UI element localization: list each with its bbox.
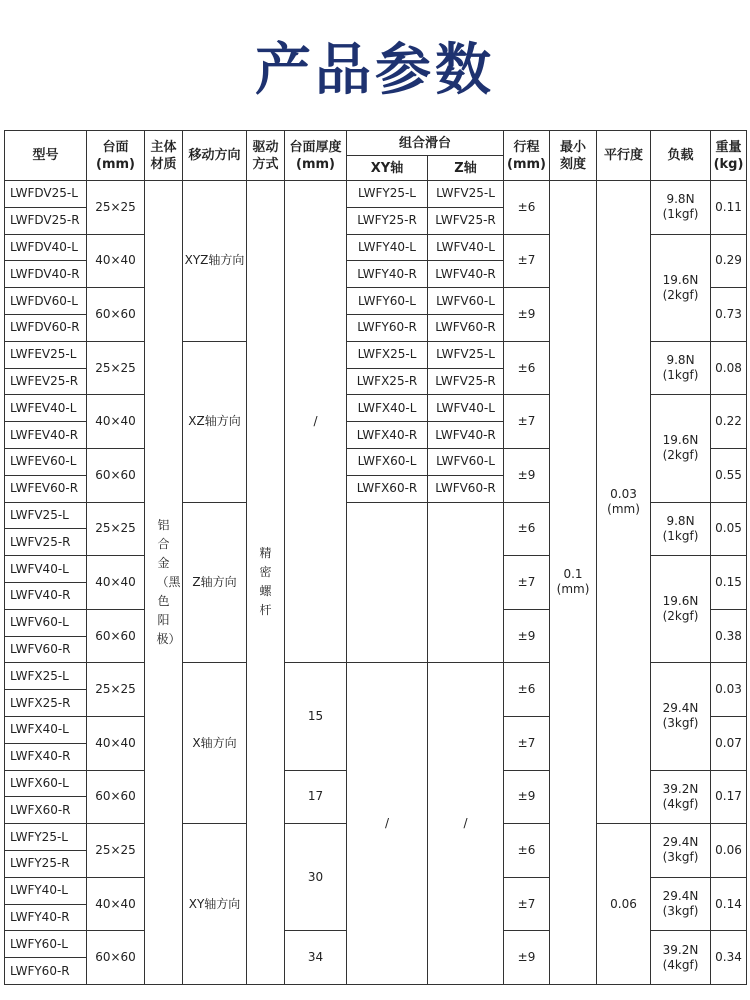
weight-cell: 0.29 <box>711 234 747 288</box>
combo-z-cell: LWFV60-L <box>428 448 504 475</box>
weight-cell: 0.06 <box>711 824 747 878</box>
model-cell: LWFDV60-R <box>5 314 87 341</box>
direction-cell: XZ轴方向 <box>183 341 247 502</box>
combo-xy-cell: LWFY60-L <box>347 288 428 315</box>
load-cell: 29.4N (3kgf) <box>651 663 711 770</box>
model-cell: LWFDV40-L <box>5 234 87 261</box>
travel-cell: ±7 <box>504 234 550 288</box>
model-cell: LWFEV25-R <box>5 368 87 395</box>
load-cell: 29.4N (3kgf) <box>651 824 711 878</box>
weight-cell: 0.11 <box>711 181 747 235</box>
load-cell: 19.6N (2kgf) <box>651 234 711 341</box>
travel-cell: ±6 <box>504 181 550 235</box>
size-cell: 60×60 <box>87 609 145 663</box>
combo-z-cell: LWFV60-R <box>428 314 504 341</box>
model-cell: LWFDV60-L <box>5 288 87 315</box>
combo-z-cell: / <box>428 663 504 985</box>
combo-z-cell <box>428 502 504 663</box>
header-z-axis: Z轴 <box>428 156 504 181</box>
combo-xy-cell: LWFY40-R <box>347 261 428 288</box>
combo-xy-cell: LWFX25-L <box>347 341 428 368</box>
header-weight: 重量 (kg) <box>711 131 747 181</box>
weight-cell: 0.17 <box>711 770 747 824</box>
load-cell: 9.8N (1kgf) <box>651 341 711 395</box>
model-cell: LWFV25-R <box>5 529 87 556</box>
size-cell: 40×40 <box>87 556 145 610</box>
min-scale-cell: 0.1 (mm) <box>550 181 597 985</box>
header-table-size: 台面 (mm) <box>87 131 145 181</box>
combo-z-cell: LWFV25-R <box>428 207 504 234</box>
direction-cell: Z轴方向 <box>183 502 247 663</box>
combo-z-cell: LWFV40-L <box>428 234 504 261</box>
model-cell: LWFDV40-R <box>5 261 87 288</box>
direction-cell: XY轴方向 <box>183 824 247 985</box>
size-cell: 25×25 <box>87 824 145 878</box>
weight-cell: 0.03 <box>711 663 747 717</box>
parallelism-cell: 0.06 <box>597 824 651 985</box>
model-cell: LWFEV40-R <box>5 422 87 449</box>
combo-z-cell: LWFV60-R <box>428 475 504 502</box>
combo-z-cell: LWFV40-L <box>428 395 504 422</box>
model-cell: LWFX40-R <box>5 743 87 770</box>
thickness-cell: 30 <box>285 824 347 931</box>
thickness-cell: / <box>285 181 347 663</box>
combo-z-cell: LWFV60-L <box>428 288 504 315</box>
page-title: 产品参数 <box>255 38 495 103</box>
model-cell: LWFDV25-R <box>5 207 87 234</box>
combo-xy-cell: LWFX60-R <box>347 475 428 502</box>
header-combo: 组合滑台 <box>347 131 504 156</box>
direction-cell: X轴方向 <box>183 663 247 824</box>
combo-xy-cell: LWFY60-R <box>347 314 428 341</box>
weight-cell: 0.22 <box>711 395 747 449</box>
travel-cell: ±9 <box>504 770 550 824</box>
combo-z-cell: LWFV25-R <box>428 368 504 395</box>
weight-cell: 0.38 <box>711 609 747 663</box>
material-cell <box>145 181 183 985</box>
weight-cell: 0.73 <box>711 288 747 342</box>
travel-cell: ±6 <box>504 502 550 556</box>
size-cell: 60×60 <box>87 770 145 824</box>
weight-cell: 0.14 <box>711 877 747 931</box>
parallelism-cell: 0.03 (mm) <box>597 181 651 824</box>
size-cell: 25×25 <box>87 663 145 717</box>
header-load: 负载 <box>651 131 711 181</box>
travel-cell: ±7 <box>504 556 550 610</box>
size-cell: 60×60 <box>87 931 145 985</box>
header-parallelism: 平行度 <box>597 131 651 181</box>
model-cell: LWFEV40-L <box>5 395 87 422</box>
travel-cell: ±7 <box>504 395 550 449</box>
model-cell: LWFV60-L <box>5 609 87 636</box>
model-cell: LWFY40-R <box>5 904 87 931</box>
load-cell: 19.6N (2kgf) <box>651 556 711 663</box>
weight-cell: 0.05 <box>711 502 747 556</box>
weight-cell: 0.07 <box>711 716 747 770</box>
load-cell: 39.2N (4kgf) <box>651 931 711 985</box>
drive-cell-text: 精密螺杆 <box>259 546 272 618</box>
load-cell: 39.2N (4kgf) <box>651 770 711 824</box>
header-material: 主体 材质 <box>145 131 183 181</box>
size-cell: 25×25 <box>87 181 145 235</box>
load-cell: 9.8N (1kgf) <box>651 502 711 556</box>
travel-cell: ±9 <box>504 448 550 502</box>
model-cell: LWFEV60-R <box>5 475 87 502</box>
combo-z-cell: LWFV40-R <box>428 422 504 449</box>
model-cell: LWFY25-R <box>5 850 87 877</box>
combo-xy-cell <box>347 502 428 663</box>
combo-xy-cell: LWFX25-R <box>347 368 428 395</box>
combo-z-cell: LWFV25-L <box>428 341 504 368</box>
travel-cell: ±7 <box>504 716 550 770</box>
thickness-cell: 34 <box>285 931 347 985</box>
model-cell: LWFV40-L <box>5 556 87 583</box>
header-thickness: 台面厚度 (mm) <box>285 131 347 181</box>
travel-cell: ±9 <box>504 931 550 985</box>
size-cell: 40×40 <box>87 395 145 449</box>
weight-cell: 0.55 <box>711 448 747 502</box>
model-cell: LWFV60-R <box>5 636 87 663</box>
header-min-scale: 最小 刻度 <box>550 131 597 181</box>
header-drive: 驱动 方式 <box>247 131 285 181</box>
weight-cell: 0.34 <box>711 931 747 985</box>
spec-table <box>4 130 747 985</box>
combo-xy-cell: / <box>347 663 428 985</box>
model-cell: LWFX60-L <box>5 770 87 797</box>
model-cell: LWFX60-R <box>5 797 87 824</box>
load-cell: 19.6N (2kgf) <box>651 395 711 502</box>
model-cell: LWFV40-R <box>5 582 87 609</box>
model-cell: LWFY60-L <box>5 931 87 958</box>
travel-cell: ±9 <box>504 609 550 663</box>
material-cell-text: 铝合金（黑色阳极） <box>156 517 181 646</box>
model-cell: LWFV25-L <box>5 502 87 529</box>
thickness-cell: 15 <box>285 663 347 770</box>
combo-xy-cell: LWFX60-L <box>347 448 428 475</box>
thickness-cell: 17 <box>285 770 347 824</box>
travel-cell: ±6 <box>504 341 550 395</box>
travel-cell: ±7 <box>504 877 550 931</box>
combo-xy-cell: LWFY25-L <box>347 181 428 208</box>
header-direction: 移动方向 <box>183 131 247 181</box>
travel-cell: ±6 <box>504 663 550 717</box>
load-cell: 9.8N (1kgf) <box>651 181 711 235</box>
combo-xy-cell: LWFY40-L <box>347 234 428 261</box>
header-model: 型号 <box>5 131 87 181</box>
drive-cell <box>247 181 285 985</box>
model-cell: LWFY60-R <box>5 958 87 985</box>
combo-z-cell: LWFV40-R <box>428 261 504 288</box>
size-cell: 25×25 <box>87 502 145 556</box>
weight-cell: 0.08 <box>711 341 747 395</box>
combo-xy-cell: LWFX40-L <box>347 395 428 422</box>
model-cell: LWFX25-L <box>5 663 87 690</box>
size-cell: 40×40 <box>87 877 145 931</box>
model-cell: LWFEV25-L <box>5 341 87 368</box>
combo-xy-cell: LWFX40-R <box>347 422 428 449</box>
model-cell: LWFX25-R <box>5 690 87 717</box>
model-cell: LWFY40-L <box>5 877 87 904</box>
header-xy-axis: XY轴 <box>347 156 428 181</box>
header-travel: 行程 (mm) <box>504 131 550 181</box>
size-cell: 25×25 <box>87 341 145 395</box>
travel-cell: ±9 <box>504 288 550 342</box>
travel-cell: ±6 <box>504 824 550 878</box>
size-cell: 40×40 <box>87 234 145 288</box>
table-row <box>5 181 747 208</box>
model-cell: LWFEV60-L <box>5 448 87 475</box>
size-cell: 40×40 <box>87 716 145 770</box>
size-cell: 60×60 <box>87 448 145 502</box>
model-cell: LWFX40-L <box>5 716 87 743</box>
size-cell: 60×60 <box>87 288 145 342</box>
weight-cell: 0.15 <box>711 556 747 610</box>
combo-xy-cell: LWFY25-R <box>347 207 428 234</box>
model-cell: LWFY25-L <box>5 824 87 851</box>
model-cell: LWFDV25-L <box>5 181 87 208</box>
direction-cell: XYZ轴方向 <box>183 181 247 342</box>
combo-z-cell: LWFV25-L <box>428 181 504 208</box>
load-cell: 29.4N (3kgf) <box>651 877 711 931</box>
